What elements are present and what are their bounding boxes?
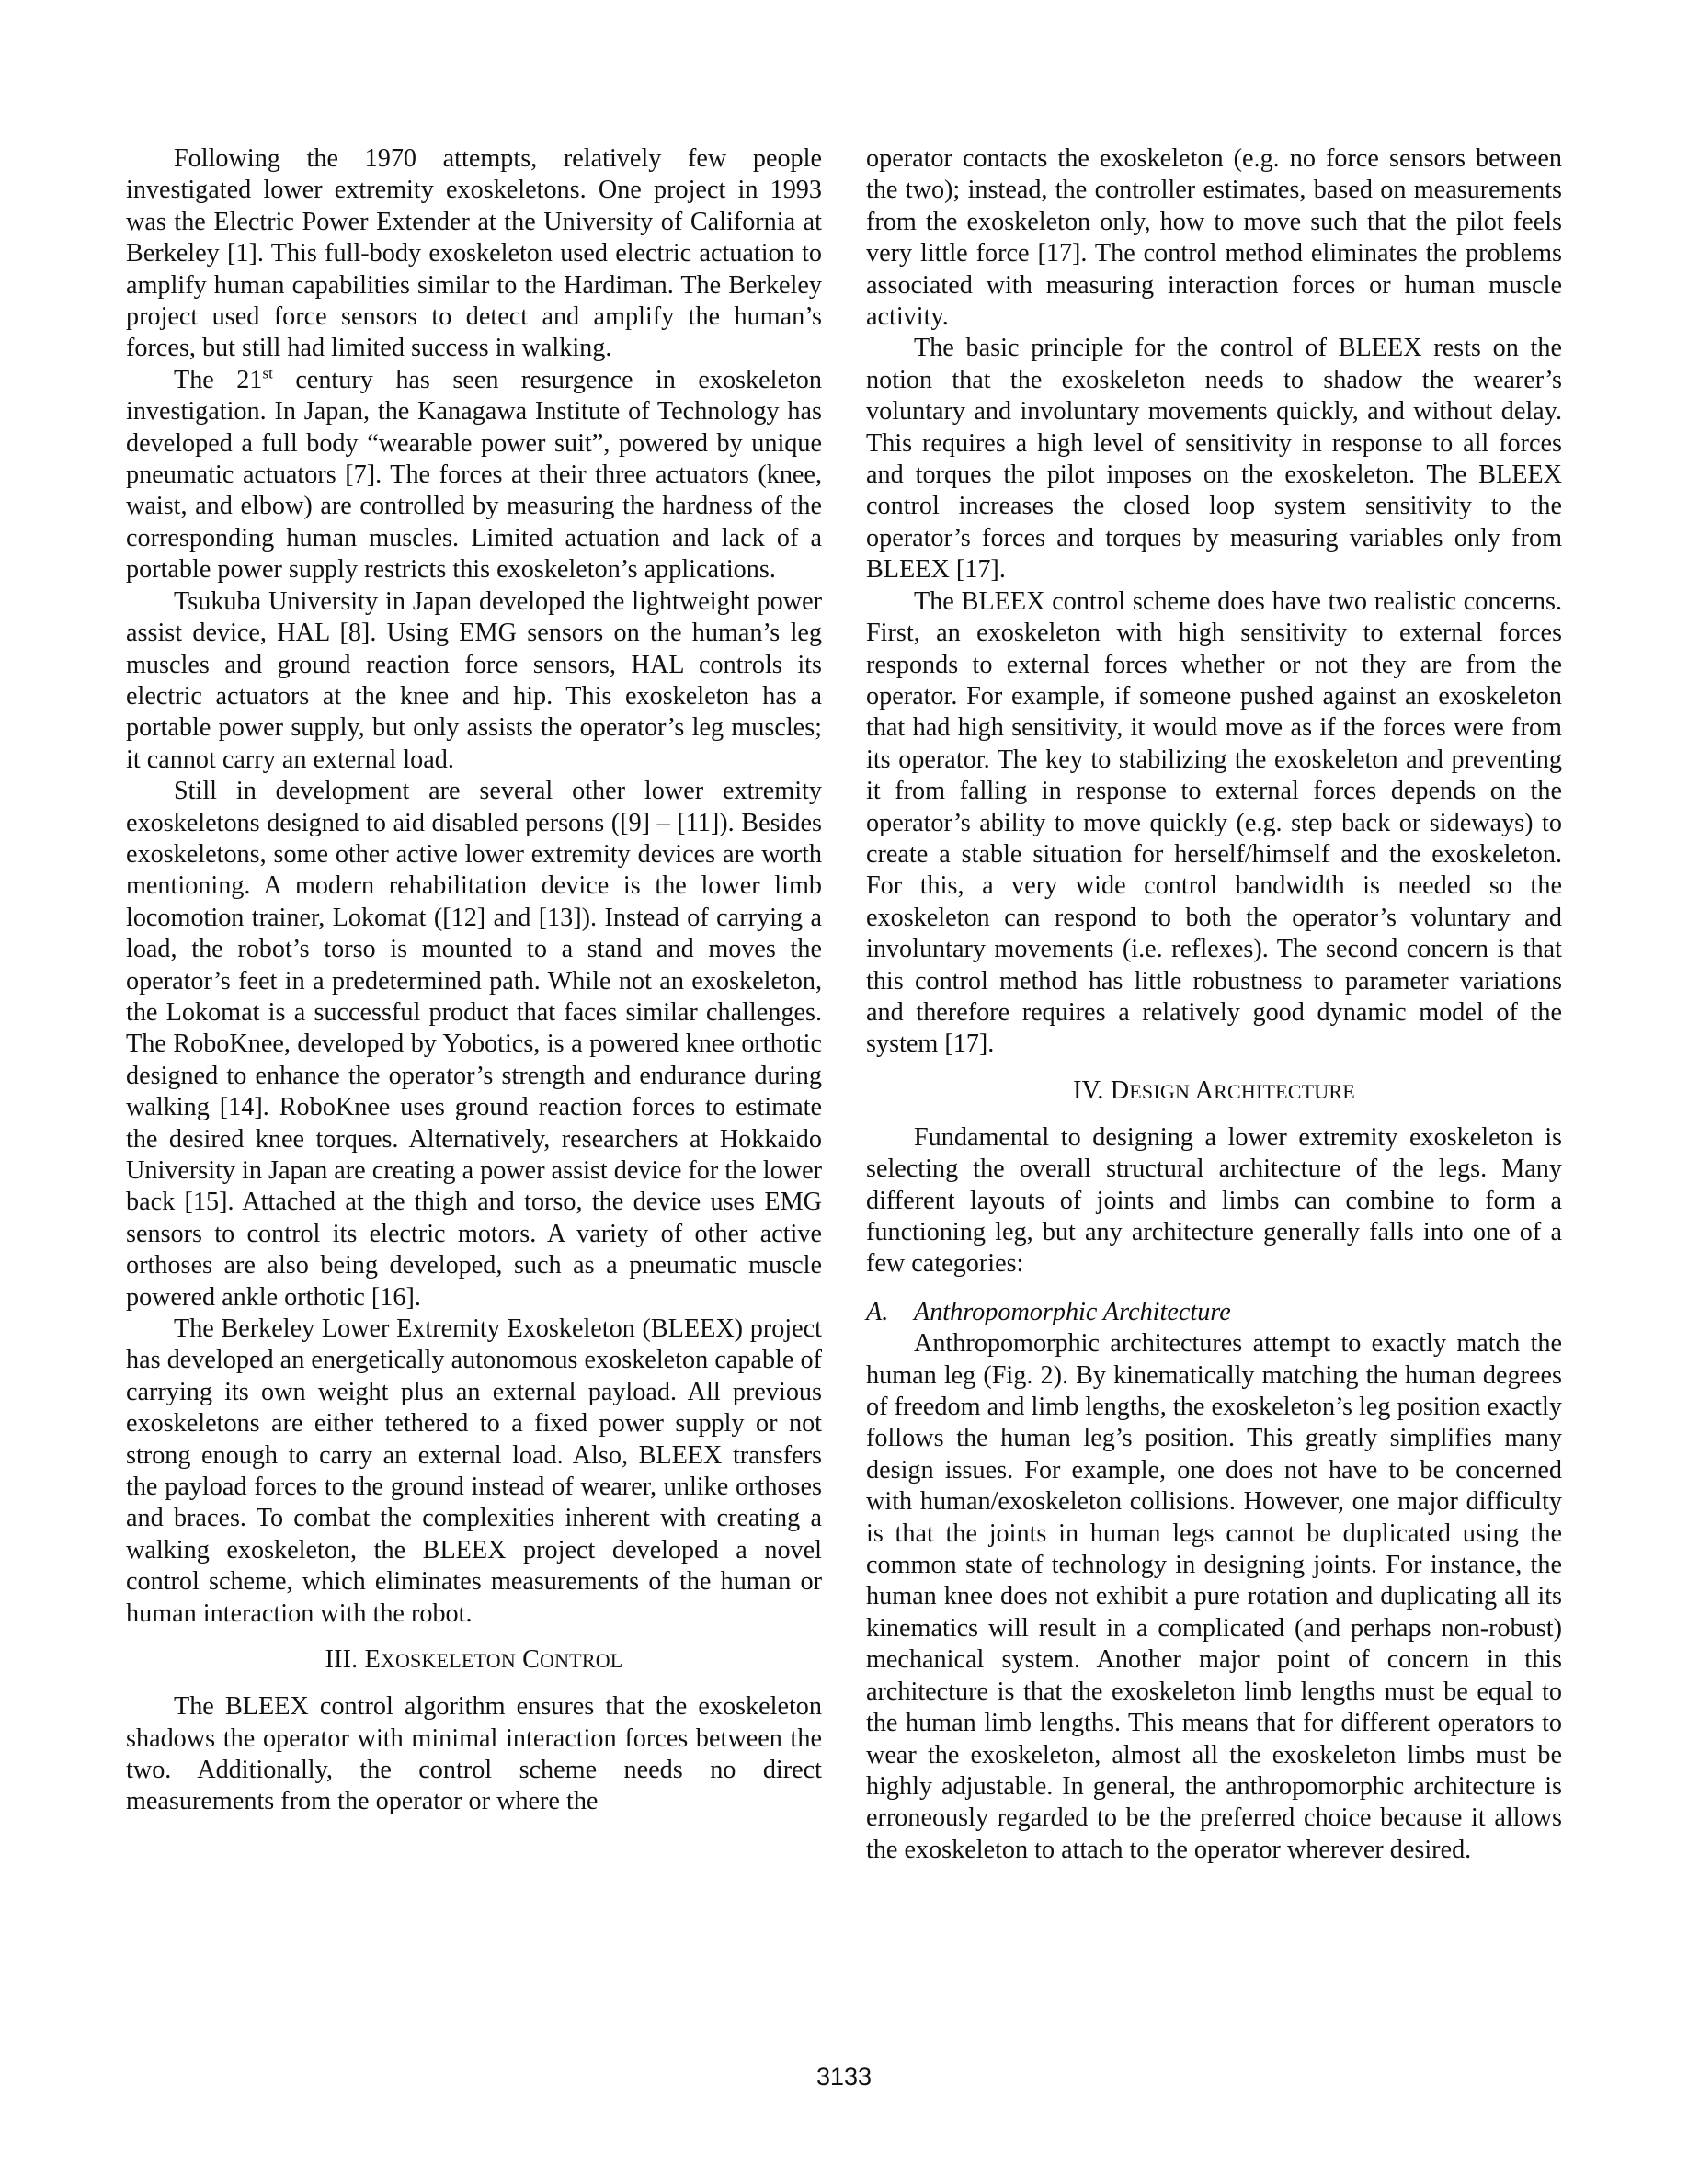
section-title-initial: A — [1194, 1075, 1215, 1105]
paragraph-21st-century-start: The 21 — [174, 365, 263, 394]
section-heading-design-architecture — [866, 1075, 1562, 1108]
subsection-heading-anthropomorphic — [866, 1297, 1562, 1328]
paragraph-control-algorithm: The BLEEX control algorithm ensures that the exoskeleton shadows the operator with minimal interaction forces between the two. Additionally, the control scheme needs no direct measurements from the operator or where the — [126, 1692, 822, 1816]
subsection-title: Anthropomorphic Architecture — [914, 1297, 1231, 1326]
paragraph-still-in-development: Still in development are several other lower extremity exoskeletons designed to aid disabled persons ([9] – [11]). Besides exoskeletons, some other active lower extremity devices are worth mentioning. A modern rehabilitation device is the lower limb locomotion trainer, Lokomat ([12] and [13]). Instead of carrying a load, the robot’s torso is mounted to a stand and moves the operator’s feet in a predetermined path. While not an exoskeleton, the Lokomat is a successful product that faces similar challenges. The RoboKnee, developed by Yobotics, is a powered knee orthotic designed to enhance the operator’s strength and endurance during walking [14]. RoboKnee uses ground reaction forces to estimate the desired knee torques. Alternatively, researchers at Hokkaido University in Japan are creating a power assist device for the lower back [15]. Attached at the thigh and torso, the device uses EMG sensors to control its electric motors. A variety of other active orthoses are also being developed, such as a pneumatic muscle powered ankle orthotic [16]. — [126, 777, 822, 1312]
paragraph-control-concerns: The BLEEX control scheme does have two realistic concerns. First, an exoskeleton with high sensitivity to external forces responds to external forces whether or not they are from the operator. For example, if someone pushed against an exoskeleton that had high sensitivity, it would move as if the forces were from its operator. The key to stabilizing the exoskeleton and preventing it from falling in response to external forces depends on the operator’s ability to move quickly (e.g. step back or sideways) to create a stable situation for herself/himself and the exoskeleton. For this, a very wide control bandwidth is needed so the exoskeleton can respond to both the operator’s voluntary and involuntary movements (i.e. reflexes). The second concern is that this control method has little robustness to parameter variations and therefore requires a relatively good dynamic model of the system [17]. — [866, 586, 1562, 1059]
paragraph-21st-century — [126, 365, 822, 586]
subsection-label: A. — [866, 1297, 889, 1326]
paragraph-21st-century-rest: century has seen resurgence in exoskeleton investigation. In Japan, the Kanagawa Institute of Technology has developed a full body “wearable power suit”, powered by unique pneumatic actuators [7]. The forces at their three actuators (knee, waist, and elbow) are controlled by measuring the hardness of the corresponding human muscles. Limited actuation and lack of a portable power supply restricts this exoskeleton’s applications. — [126, 365, 822, 585]
paragraph-basic-principle: The basic principle for the control of BLEEX rests on the notion that the exoskeleton needs to shadow the wearer’s voluntary and involuntary movements quickly, and without delay. This requires a high level of sensitivity in response to all forces and torques the pilot imposes on the exoskeleton. The BLEEX control increases the closed loop system sensitivity to the operator’s forces and torques by measuring variables only from BLEEX [17]. — [866, 334, 1562, 585]
section-title-initial: D — [1110, 1075, 1130, 1105]
superscript-st: st — [262, 364, 273, 382]
section-title-smallcaps: ONTROL — [540, 1649, 623, 1673]
section-title-initial: E — [364, 1645, 381, 1675]
section-number: IV. — [1073, 1075, 1104, 1105]
paragraph-anthropomorphic: Anthropomorphic architectures attempt to exactly match the human leg (Fig. 2). By kinematically matching the human degrees of freedom and limb lengths, the exoskeleton’s leg position exactly follows the human leg’s position. This greatly simplifies many design issues. For example, one does not have to be concerned with human/exoskeleton collisions. However, one major difficulty is that the joints in human legs cannot be duplicated using the common state of technology in designing joints. For instance, the human knee does not exhibit a pure rotation and duplicating all its kinematics will result in a complicated (and perhaps non-robust) mechanical system. Another major point of concern in this architecture is that the exoskeleton limb lengths must be equal to the human limb lengths. This means that for different operators to wear the exoskeleton, almost all the exoskeleton limbs must be highly adjustable. In general, the anthropomorphic architecture is erroneously regarded to be the preferred choice because it allows the exoskeleton to attach to the operator wherever desired. — [866, 1329, 1562, 1864]
paragraph-bleex-project: The Berkeley Lower Extremity Exoskeleton (BLEEX) project has developed an energetically autonomous exoskeleton capable of carrying its own weight plus an external payload. All previous exoskeletons are either tethered to a fixed power supply or not strong enough to carry an external load. Also, BLEEX transfers the payload forces to the ground instead of wearer, unlike orthoses and braces. To combat the complexities inherent with creating a walking exoskeleton, the BLEEX project developed a novel control scheme, which eliminates measurements of the human or human interaction with the robot. — [126, 1314, 822, 1628]
paragraph-operator-contacts: operator contacts the exoskeleton (e.g. no force sensors between the two); instead, the controller estimates, based on measurements from the exoskeleton only, how to move such that the pilot feels very little force [17]. The control method eliminates the problems associated with measuring interaction forces or human muscle activity. — [866, 144, 1562, 332]
paragraph-fundamental-design: Fundamental to designing a lower extremity exoskeleton is selecting the overall structural architecture of the legs. Many different layouts of joints and limbs can combine to form a functioning leg, but any architecture generally falls into one of a few categories: — [866, 1122, 1562, 1279]
right-column — [866, 143, 1562, 1866]
paragraph-1970-attempts: Following the 1970 attempts, relatively few people investigated lower extremity exoskeletons. One project in 1993 was the Electric Power Extender at the University of California at Berkeley [1]. This full-body exoskeleton used electric actuation to amplify human capabilities similar to the Hardiman. The Berkeley project used force sensors to detect and amplify the human’s forces, but still had limited success in walking. — [126, 144, 822, 363]
section-title-smallcaps: RCHITECTURE — [1214, 1079, 1355, 1103]
section-heading-exoskeleton-control — [126, 1644, 822, 1677]
section-number: III. — [325, 1645, 359, 1675]
left-column — [126, 143, 822, 1818]
page-number: 3133 — [815, 2063, 873, 2090]
paragraph-tsukuba: Tsukuba University in Japan developed the lightweight power assist device, HAL [8]. Using EMG sensors on the human’s leg muscles and ground reaction force sensors, HAL controls its electric actuators at the knee and hip. This exoskeleton has a portable power supply, but only assists the operator’s leg muscles; it cannot carry an external load. — [126, 586, 822, 774]
section-title-initial: C — [522, 1645, 540, 1675]
section-title-smallcaps: ESIGN — [1129, 1079, 1191, 1103]
section-title-smallcaps: XOSKELETON — [380, 1649, 516, 1673]
